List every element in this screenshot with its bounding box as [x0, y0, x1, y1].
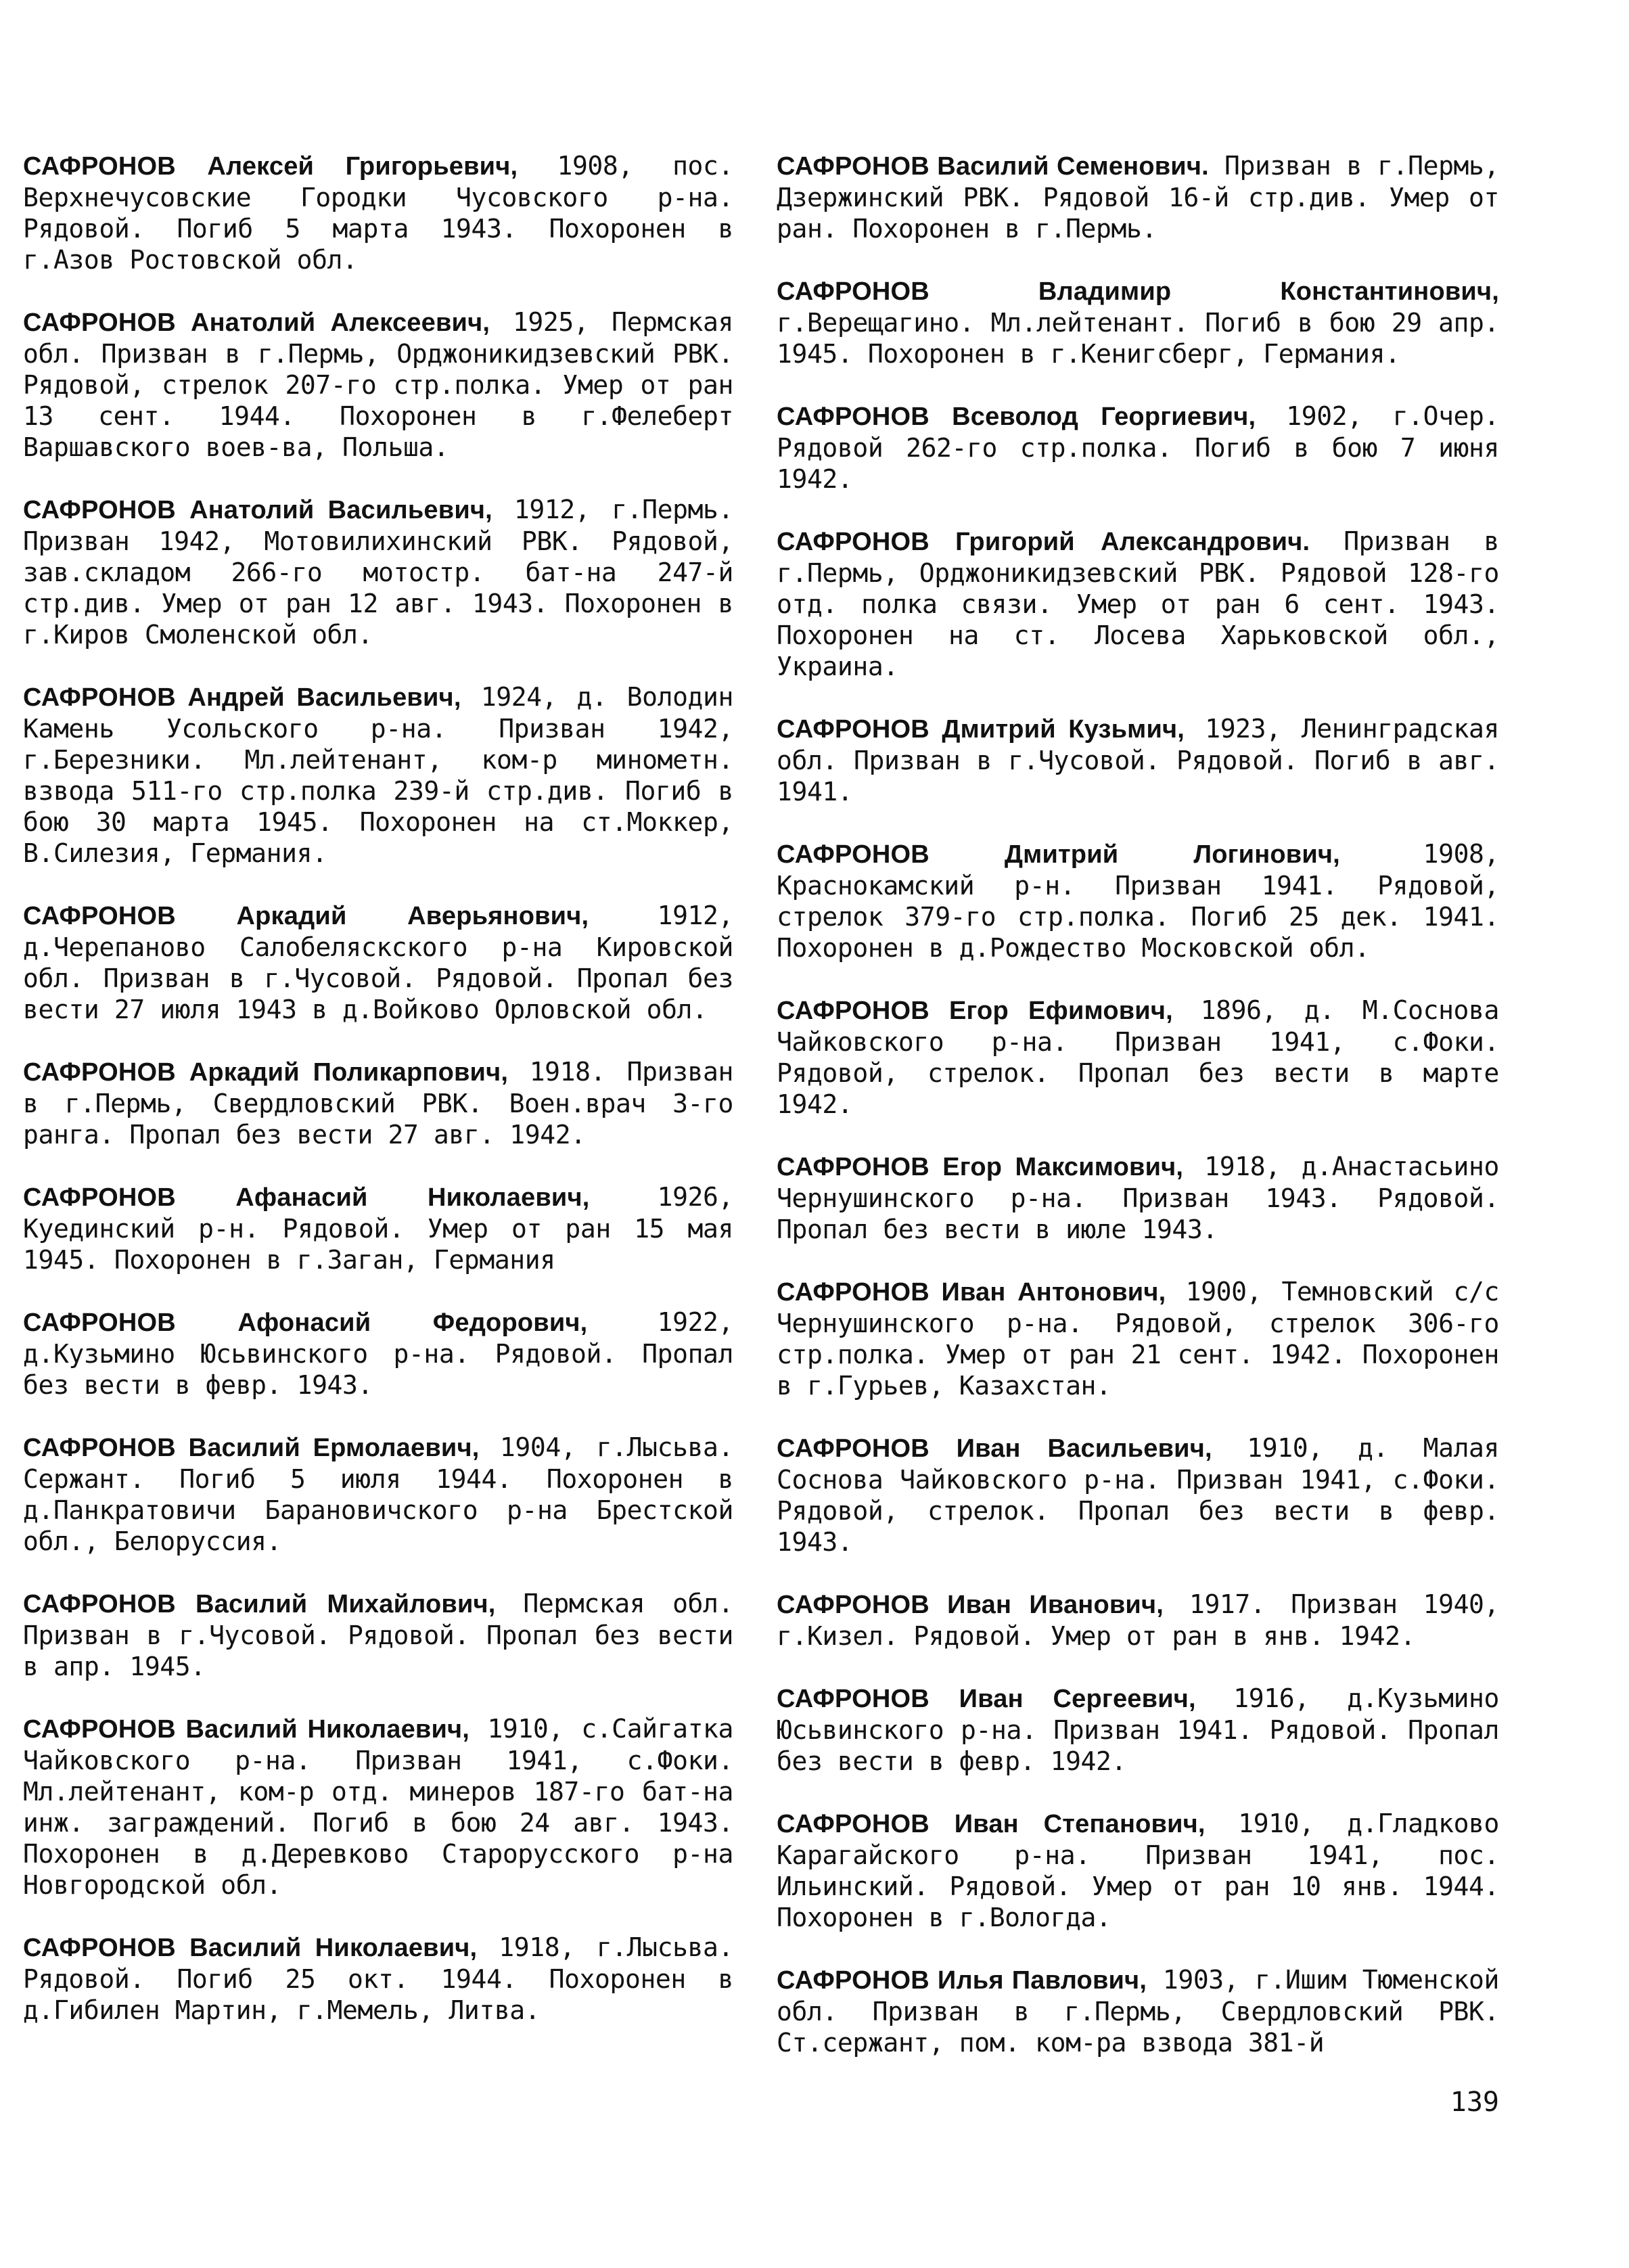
entry — [23, 494, 733, 650]
entry — [23, 1932, 733, 2026]
entry-text: 1908, пос. Верхнечусовские Городки Чусовского р-на. Рядовой. Погиб 5 марта 1943. Похоронен в г.Азов Ростовской обл. — [23, 151, 733, 275]
entry — [23, 150, 733, 275]
entry-text: г.Верещагино. Мл.лейтенант. Погиб в бою 29 апр. 1945. Похоронен в г.Кенигсберг, Германия. — [777, 308, 1499, 369]
entry-text: 1896, д. М.Соснова Чайковского р-на. Призван 1941, с.Фоки. Рядовой, стрелок. Пропал без вести в марте 1942. — [777, 995, 1499, 1119]
entry-name: САФРОНОВ Владимир Константинович, — [777, 277, 1499, 306]
entry-text: 1918. Призван в г.Пермь, Свердловский РВК. Воен.врач 3-го ранга. Пропал без вести 27 авг. 1942. — [23, 1057, 733, 1150]
entry — [23, 1056, 733, 1150]
entry — [23, 1432, 733, 1557]
entry-name: САФРОНОВ Егор Ефимович, — [777, 997, 1173, 1025]
entry-name: САФРОНОВ Егор Максимович, — [777, 1153, 1184, 1181]
entry — [777, 1589, 1499, 1652]
entry — [777, 1276, 1499, 1401]
entry-name: САФРОНОВ Дмитрий Кузьмич, — [777, 715, 1185, 744]
page-number: 139 — [1450, 2087, 1499, 2118]
entry-name: САФРОНОВ Василий Михайлович, — [23, 1590, 496, 1618]
entry-name: САФРОНОВ Анатолий Алексеевич, — [23, 309, 490, 337]
entry-text: 1902, г.Очер. Рядовой 262-го стр.полка. Погиб в бою 7 июня 1942. — [777, 401, 1499, 494]
entry-name: САФРОНОВ Аркадий Аверьянович, — [23, 902, 589, 930]
entry-name: САФРОНОВ Григорий Александрович. — [777, 528, 1310, 556]
entry-text: 1903, г.Ишим Тюменской обл. Призван в г.Пермь, Свердловский РВК. Ст.сержант, пом. ком-ра взвода 381-й — [777, 1965, 1500, 2058]
entry-name: САФРОНОВ Иван Антонович, — [777, 1278, 1166, 1307]
entry-text: 1916, д.Кузьмино Юсьвинского р-на. Призван 1941. Рядовой. Пропал без вести в февр. 1942. — [777, 1683, 1500, 1776]
entry-text: 1926, Куединский р-н. Рядовой. Умер от ран 15 мая 1945. Похоронен в г.Заган, Германия — [23, 1182, 733, 1275]
entry-text: 1912, д.Черепаново Салобеляскского р-на Кировской обл. Призван в г.Чусовой. Рядовой. Пропал без вести 27 июля 1943 в д.Войково Орловской обл. — [23, 901, 733, 1024]
entry — [23, 1713, 733, 1901]
entry — [777, 838, 1499, 963]
entry — [777, 995, 1499, 1120]
entry — [23, 1181, 733, 1275]
entry-name: САФРОНОВ Иван Иванович, — [777, 1591, 1164, 1619]
left-column — [23, 150, 733, 2057]
entry-text: 1924, д. Володин Камень Усольского р-на. Призван 1942, г.Березники. Мл.лейтенант, ком-р минометн. взвода 511-го стр.полка 239-й стр.див. Погиб в бою 30 марта 1945. Похоронен на ст.Моккер, В.Силезия, Германия. — [23, 682, 733, 868]
entry-name: САФРОНОВ Иван Сергеевич, — [777, 1685, 1196, 1713]
entry-text: 1918, г.Лысьва. Рядовой. Погиб 25 окт. 1944. Похоронен в д.Гибилен Мартин, г.Мемель, Литва. — [23, 1932, 733, 2025]
entry-text: 1910, с.Сайгатка Чайковского р-на. Призван 1941, с.Фоки. Мл.лейтенант, ком-р отд. минеров 187-го бат-на инж. заграждений. Погиб в бою 24 авг. 1943. Похоронен в д.Деревково Старорусского р-на Новгородской обл. — [23, 1714, 733, 1900]
entry — [23, 900, 733, 1025]
entry — [23, 1307, 733, 1401]
entry-text: 1904, г.Лысьва. Сержант. Погиб 5 июля 1944. Похоронен в д.Панкратовичи Барановичского р-на Брестской обл., Белоруссия. — [23, 1432, 733, 1556]
entry — [777, 713, 1499, 807]
entry — [777, 526, 1499, 682]
entry-name: САФРОНОВ Василий Николаевич, — [23, 1934, 478, 1962]
entry — [23, 307, 733, 463]
entry — [777, 150, 1499, 244]
entry-name: САФРОНОВ Василий Ермолаевич, — [23, 1434, 480, 1462]
entry-text: 1917. Призван 1940, г.Кизел. Рядовой. Умер от ран в янв. 1942. — [777, 1589, 1499, 1651]
entry-text: Призван в г.Пермь, Орджоникидзевский РВК. Рядовой 128-го отд. полка связи. Умер от ран 6 сент. 1943. Похоронен на ст. Лосева Харьковской обл., Украина. — [777, 526, 1499, 681]
entry-name: САФРОНОВ Афанасий Николаевич, — [23, 1183, 590, 1212]
entry-text: Призван в г.Пермь, Дзержинский РВК. Рядовой 16-й стр.див. Умер от ран. Похоронен в г.Пермь. — [777, 151, 1499, 244]
entry-name: САФРОНОВ Василий Семенович. — [777, 152, 1209, 181]
entry-name: САФРОНОВ Дмитрий Логинович, — [777, 840, 1340, 869]
entry — [777, 1964, 1499, 2058]
entry — [777, 1432, 1499, 1558]
entry-name: САФРОНОВ Всеволод Георгиевич, — [777, 403, 1256, 431]
entry-text: Пермская обл. Призван в г.Чусовой. Рядовой. Пропал без вести в апр. 1945. — [23, 1589, 733, 1681]
entry-text: 1922, д.Кузьмино Юсьвинского р-на. Рядовой. Пропал без вести в февр. 1943. — [23, 1307, 733, 1400]
entry-text: 1912, г.Пермь. Призван 1942, Мотовилихинский РВК. Рядовой, зав.складом 266-го мотостр. бат-на 247-й стр.див. Умер от ран 12 авг. 1943. Похоронен в г.Киров Смоленской обл. — [23, 495, 734, 650]
entry-name: САФРОНОВ Илья Павлович, — [777, 1966, 1147, 1995]
entry — [777, 401, 1499, 495]
entry — [23, 681, 733, 869]
entry-text: 1900, Темновский с/с Чернушинского р-на. Рядовой, стрелок 306-го стр.полка. Умер от ран 21 сент. 1942. Похоронен в г.Гурьев, Казахстан. — [777, 1277, 1499, 1401]
entry-name: САФРОНОВ Аркадий Поликарпович, — [23, 1058, 509, 1087]
entry-text: 1925, Пермская обл. Призван в г.Пермь, Орджоникидзевский РВК. Рядовой, стрелок 207-го стр.полка. Умер от ран 13 сент. 1944. Похоронен в г.Фелеберт Варшавского воев-ва, Польша. — [23, 307, 733, 462]
entry-text: 1908, Краснокамский р-н. Призван 1941. Рядовой, стрелок 379-го стр.полка. Погиб 25 дек. 1941. Похоронен в д.Рождество Московской обл. — [777, 839, 1500, 963]
entry-name: САФРОНОВ Алексей Григорьевич, — [23, 152, 518, 181]
entry-name: САФРОНОВ Анатолий Васильевич, — [23, 496, 492, 524]
entry-text: 1910, д.Гладково Карагайского р-на. Призван 1941, пос. Ильинский. Рядовой. Умер от ран 10 янв. 1944. Похоронен в г.Вологда. — [777, 1809, 1500, 1932]
right-column — [777, 150, 1499, 2089]
entry — [777, 275, 1499, 369]
entry — [23, 1588, 733, 1682]
entry-name: САФРОНОВ Василий Николаевич, — [23, 1715, 470, 1744]
entry — [777, 1151, 1499, 1245]
entry — [777, 1683, 1499, 1777]
entry-name: САФРОНОВ Афонасий Федорович, — [23, 1309, 588, 1337]
entry-name: САФРОНОВ Иван Степанович, — [777, 1810, 1206, 1838]
entry-name: САФРОНОВ Иван Васильевич, — [777, 1434, 1212, 1463]
entry-text: 1923, Ленинградская обл. Призван в г.Чусовой. Рядовой. Погиб в авг. 1941. — [777, 714, 1500, 807]
entry-text: 1910, д. Малая Соснова Чайковского р-на. Призван 1941, с.Фоки. Рядовой, стрелок. Пропал без вести в февр. 1943. — [777, 1433, 1500, 1557]
entry — [777, 1808, 1499, 1933]
entry-name: САФРОНОВ Андрей Васильевич, — [23, 683, 461, 712]
entry-text: 1918, д.Анастасьино Чернушинского р-на. Призван 1943. Рядовой. Пропал без вести в июле 1943. — [777, 1152, 1499, 1244]
